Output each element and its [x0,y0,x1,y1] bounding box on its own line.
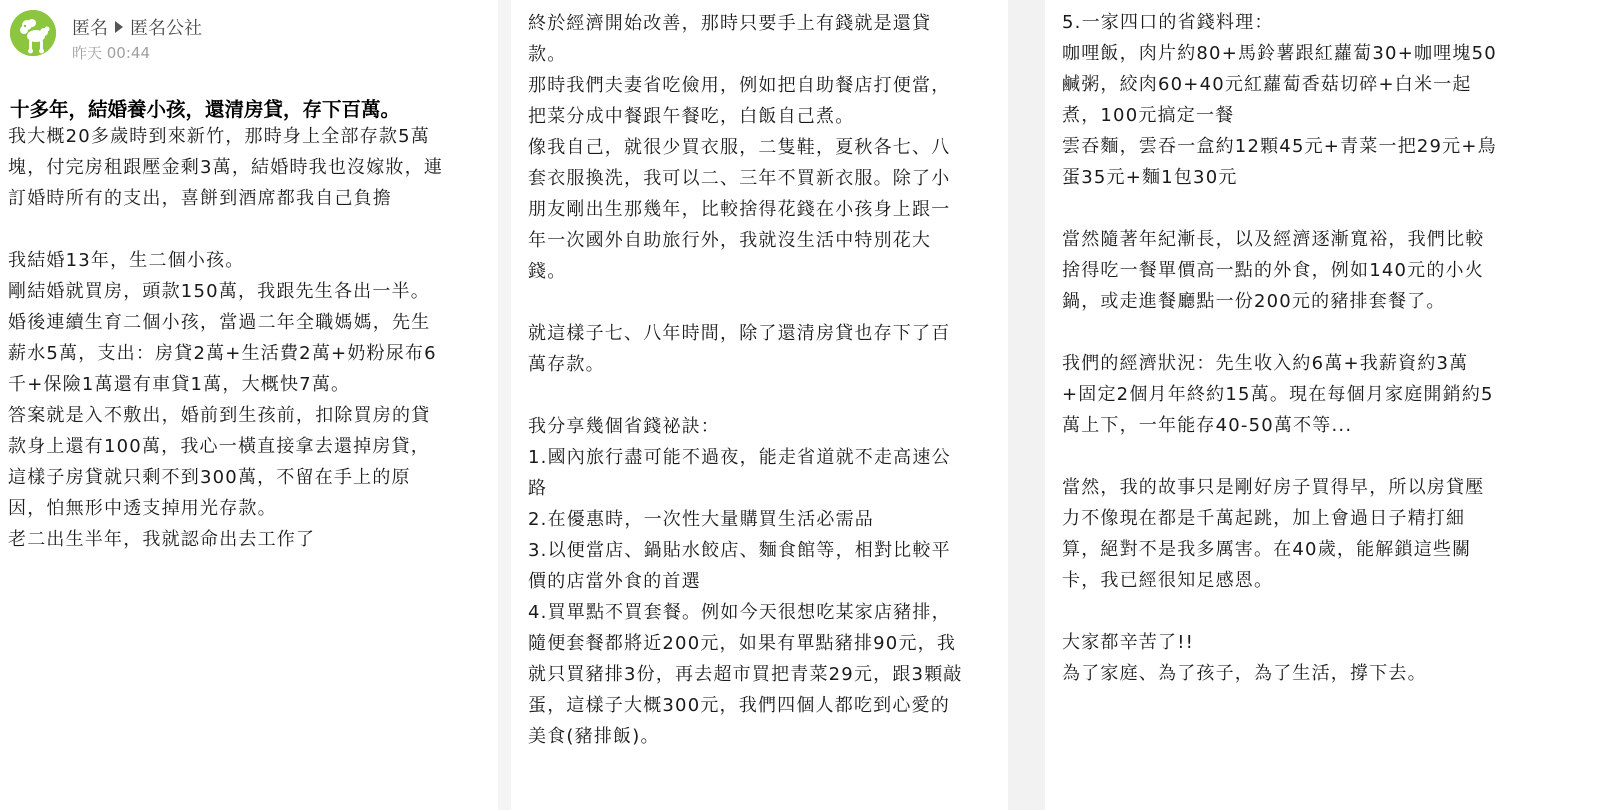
body-text-line: 錢。 [528,261,567,282]
body-text-line: 因，怕無形中透支掉用光存款。 [8,498,277,519]
body-text-line: 年一次國外自助旅行外，我就沒生活中特別花大 [528,230,932,251]
body-text-line: 我結婚13年，生二個小孩。 [8,250,245,271]
author-avatar[interactable] [10,10,56,56]
blank-line [8,214,443,245]
body-text-line: 蛋35元+麵1包30元 [1062,167,1238,188]
body-text-line: +固定2個月年終約15萬。現在每個月家庭開銷約5 [1062,384,1494,405]
post-title: 十多年，結婚養小孩，還清房貸，存下百萬。 [10,98,401,121]
body-text-line: 套衣服換洗，我可以二、三年不買新衣服。除了小 [528,168,951,189]
body-text-line: 答案就是入不敷出，婚前到生孩前，扣除買房的貸 [8,405,431,426]
body-text-line: 就只買豬排3份，再去超市買把青菜29元，跟3顆敲 [528,664,963,685]
body-text-line: 我們的經濟狀況：先生收入約6萬+我薪資約3萬 [1062,353,1469,374]
body-text-line: 這樣子房貸就只剩不到300萬，不留在手上的原 [8,467,411,488]
blank-line [528,287,963,318]
blank-line [1062,193,1497,224]
body-text-line: 鍋，或走進餐廳點一份200元的豬排套餐了。 [1062,291,1446,312]
body-text-line: 像我自己，就很少買衣服，二隻鞋，夏秋各七、八 [528,137,951,158]
body-text-line: 婚後連續生育二個小孩，當過二年全職媽媽，先生 [8,312,431,333]
post-time: 昨天 00:44 [72,44,150,62]
body-text-line: 就這樣子七、八年時間，除了還清房貸也存下了百 [528,323,951,344]
body-text-line: 1.國內旅行盡可能不過夜，能走省道就不走高速公 [528,447,951,468]
panel-divider [498,0,511,810]
body-text-line: 2.在優惠時，一次性大量購買生活必需品 [528,509,874,530]
body-text-line: 款身上還有100萬，我心一橫直接拿去還掉房貸， [8,436,430,457]
body-text-line: 終於經濟開始改善，那時只要手上有錢就是還貸 [528,13,932,34]
blank-line [1062,317,1497,348]
body-text-line: 萬上下，一年能存40-50萬不等... [1062,415,1353,436]
body-text-line: 美食(豬排飯)。 [528,726,660,747]
body-text-line: 3.以便當店、鍋貼水餃店、麵食館等，相對比較平 [528,540,951,561]
body-text-line: 塊，付完房租跟壓金剩3萬，結婚時我也沒嫁妝，連 [8,157,444,178]
body-text-line: 蛋，這樣子大概300元，我們四個人都吃到心愛的 [528,695,950,716]
body-text-line: 4.買單點不買套餐。例如今天很想吃某家店豬排， [528,602,951,623]
body-text-line: 大家都辛苦了!! [1062,632,1195,653]
body-text-line: 老二出生半年，我就認命出去工作了 [8,529,316,550]
body-text-line: 款。 [528,44,567,65]
post-body-column-2 [528,8,963,752]
blank-line [528,380,963,411]
body-text-line: 訂婚時所有的支出，喜餅到酒席都我自己負擔 [8,188,392,209]
panel-divider [1550,0,1622,810]
post-body-column-1 [8,121,443,555]
body-text-line: 捨得吃一餐單價高一點的外食，例如140元的小火 [1062,260,1484,281]
body-text-line: 5.一家四口的省錢料理： [1062,12,1274,33]
triangle-right-icon [115,21,123,33]
body-text-line: 路 [528,478,548,499]
body-text-line: 剛結婚就買房，頭款150萬，我跟先生各出一半。 [8,281,430,302]
body-text-line: 我分享幾個省錢祕訣： [528,416,720,437]
body-text-line: 我大概20多歲時到來新竹，那時身上全部存款5萬 [8,126,430,147]
body-text-line: 薪水5萬，支出：房貸2萬+生活費2萬+奶粉尿布6 [8,343,437,364]
body-text-line: 力不像現在都是千萬起跳，加上會過日子精打細 [1062,508,1466,529]
author-name[interactable]: 匿名 [72,18,108,39]
body-text-line: 煮，100元搞定一餐 [1062,105,1235,126]
body-text-line: 隨便套餐都將近200元，如果有單點豬排90元，我 [528,633,957,654]
body-text-line: 雲吞麵，雲吞一盒約12顆45元+青菜一把29元+鳥 [1062,136,1497,157]
body-text-line: 鹹粥，絞肉60+40元紅蘿蔔香菇切碎+白米一起 [1062,74,1472,95]
post-meta [72,14,202,40]
blank-line [1062,596,1497,627]
poodle-avatar-icon [10,10,56,56]
body-text-line: 咖哩飯，肉片約80+馬鈴薯跟紅蘿蔔30+咖哩塊50 [1062,43,1497,64]
blank-line [1062,441,1497,472]
body-text-line: 把菜分成中餐跟午餐吃，白飯自己煮。 [528,106,855,127]
panel-divider [1008,0,1045,810]
board-name[interactable]: 匿名公社 [130,18,202,39]
body-text-line: 朋友剛出生那幾年，比較捨得花錢在小孩身上跟一 [528,199,951,220]
body-text-line: 價的店當外食的首選 [528,571,701,592]
body-text-line: 那時我們夫妻省吃儉用，例如把自助餐店打便當， [528,75,951,96]
body-text-line: 算，絕對不是我多厲害。在40歲，能解鎖這些關 [1062,539,1472,560]
body-text-line: 當然，我的故事只是剛好房子買得早，所以房貸壓 [1062,477,1485,498]
body-text-line: 為了家庭、為了孩子，為了生活，撐下去。 [1062,663,1427,684]
body-text-line: 千+保險1萬還有車貸1萬，大概快7萬。 [8,374,351,395]
post-body-column-3 [1062,7,1497,689]
body-text-line: 萬存款。 [528,354,605,375]
body-text-line: 當然隨著年紀漸長，以及經濟逐漸寬裕，我們比較 [1062,229,1485,250]
body-text-line: 卡，我已經很知足感恩。 [1062,570,1274,591]
